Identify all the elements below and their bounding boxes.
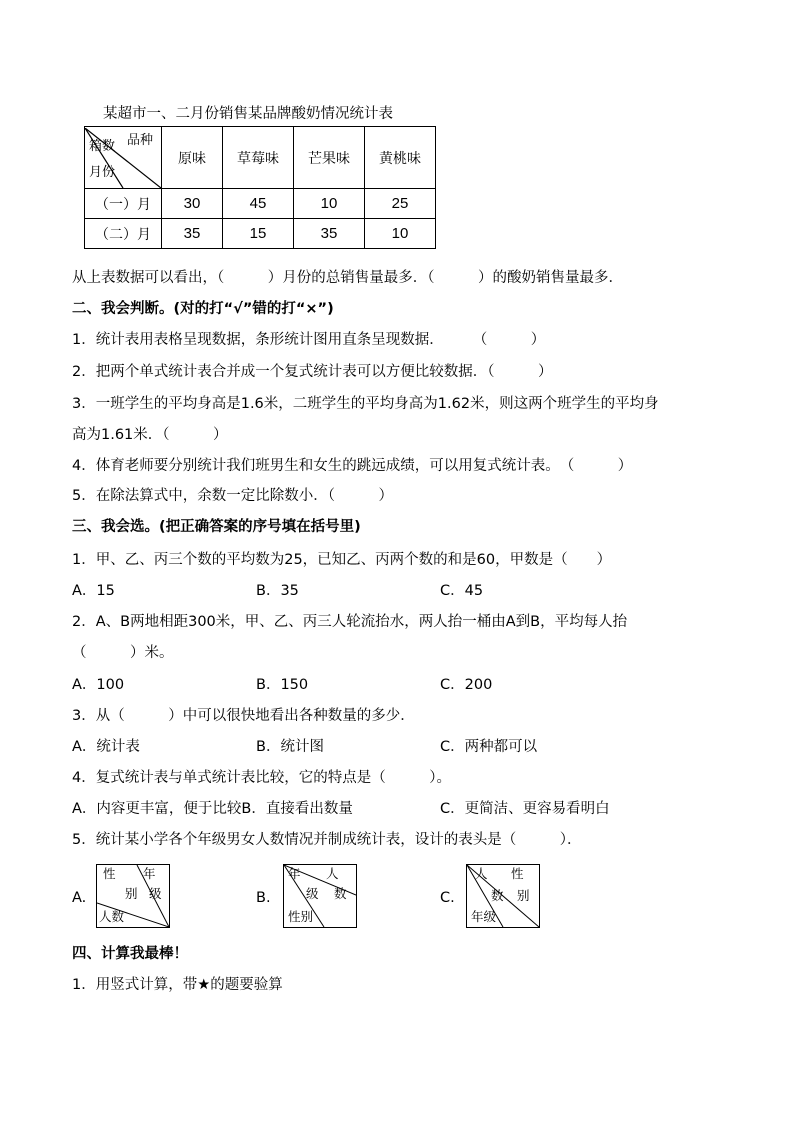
column-header: 芒果味 — [294, 127, 365, 189]
table-cell: 45 — [223, 189, 294, 219]
corner-label-month: 月份 — [89, 164, 116, 180]
table-corner-header — [85, 127, 162, 189]
header-text: 年 — [288, 866, 301, 881]
judge-item-1: 1．统计表用表格呈现数据，条形统计图用直条呈现数据． （ ） — [72, 332, 546, 348]
header-text: 人 — [475, 866, 488, 881]
table-cell: 25 — [365, 189, 436, 219]
option: C．200 — [440, 677, 493, 693]
header-text: 性 — [511, 866, 524, 881]
header-text: 性别 — [288, 909, 314, 924]
section-heading-choose: 三、我会选。(把正确答案的序号填在括号里) — [72, 519, 361, 535]
judge-item-5: 5．在除法算式中，余数一定比除数小．（ ） — [72, 488, 393, 504]
option: A．统计表 — [72, 739, 140, 755]
column-header: 草莓味 — [223, 127, 294, 189]
table-header-option-a — [96, 864, 170, 928]
column-header: 原味 — [162, 127, 223, 189]
table-row — [85, 189, 436, 219]
choice-q2-cont: （ ）米。 — [72, 645, 174, 661]
row-label: （一）月 — [85, 189, 162, 219]
option: B．150 — [256, 677, 309, 693]
calc-item-1: 1．用竖式计算，带★的题要验算 — [72, 977, 283, 993]
table-question: 从上表数据可以看出，（ ）月份的总销售量最多．（ ）的酸奶销售量最多． — [72, 270, 623, 286]
option-label: C. — [440, 890, 455, 906]
table-cell: 15 — [223, 219, 294, 249]
table-header-option-b — [283, 864, 357, 928]
judge-item-4: 4．体育老师要分别统计我们班男生和女生的跳远成绩，可以用复式统计表。 （ ） — [72, 458, 633, 474]
header-text: 人 — [326, 866, 339, 881]
option: C．45 — [440, 583, 484, 599]
corner-label-boxes: 箱数 — [89, 138, 116, 154]
judge-item-3-cont: 高为1.61米．（ ） — [72, 427, 228, 443]
choice-q1: 1．甲、乙、丙三个数的平均数为25，已知乙、丙两个数的和是60，甲数是（ ） — [72, 552, 612, 568]
table-cell: 35 — [162, 219, 223, 249]
row-label: （二）月 — [85, 219, 162, 249]
header-text: 人数 — [99, 909, 125, 924]
choice-q4: 4．复式统计表与单式统计表比较，它的特点是（ ）。 — [72, 770, 451, 786]
option: C．两种都可以 — [440, 739, 538, 755]
table-cell: 10 — [365, 219, 436, 249]
header-text: 年 — [143, 866, 156, 881]
header-text: 级 — [306, 886, 319, 901]
option: A．100 — [72, 677, 125, 693]
section-heading-judge: 二、我会判断。(对的打“√”错的打“×”) — [72, 301, 334, 317]
option-label: A. — [72, 890, 87, 906]
table-title: 某超市一、二月份销售某品牌酸奶情况统计表 — [103, 106, 393, 122]
header-text: 性 — [103, 866, 116, 881]
option-label: B. — [256, 890, 271, 906]
header-text: 级 — [149, 886, 162, 901]
judge-item-3: 3．一班学生的平均身高是1.6米，二班学生的平均身高为1.62米，则这两个班学生的平均身 — [72, 396, 659, 412]
table-cell: 30 — [162, 189, 223, 219]
option: C．更简洁、更容易看明白 — [440, 801, 610, 817]
table-header-option-c — [466, 864, 540, 928]
option: A．15 — [72, 583, 115, 599]
choice-q2: 2．A、B两地相距300米，甲、乙、丙三人轮流抬水，两人抬一桶由A到B，平均每人抬 — [72, 614, 628, 630]
table-cell: 10 — [294, 189, 365, 219]
header-text: 数 — [334, 886, 347, 901]
judge-item-2: 2．把两个单式统计表合并成一个复式统计表可以方便比较数据．（ ） — [72, 364, 553, 380]
option: B．统计图 — [256, 739, 324, 755]
table-cell: 35 — [294, 219, 365, 249]
option: A．内容更丰富，便于比较B．直接看出数量 — [72, 801, 353, 817]
header-text: 数 — [491, 888, 504, 903]
header-text: 别 — [517, 888, 530, 903]
choice-q5: 5．统计某小学各个年级男女人数情况并制成统计表，设计的表头是（ ）． — [72, 832, 582, 848]
section-heading-calc: 四、计算我最棒！ — [72, 946, 188, 962]
option: B．35 — [256, 583, 299, 599]
table-row — [85, 219, 436, 249]
choice-q3: 3．从（ ）中可以很快地看出各种数量的多少． — [72, 708, 415, 724]
header-text: 别 — [125, 886, 138, 901]
sales-table — [84, 126, 436, 249]
header-text: 年级 — [471, 909, 497, 924]
column-header: 黄桃味 — [365, 127, 436, 189]
corner-label-category: 品种 — [127, 132, 154, 148]
